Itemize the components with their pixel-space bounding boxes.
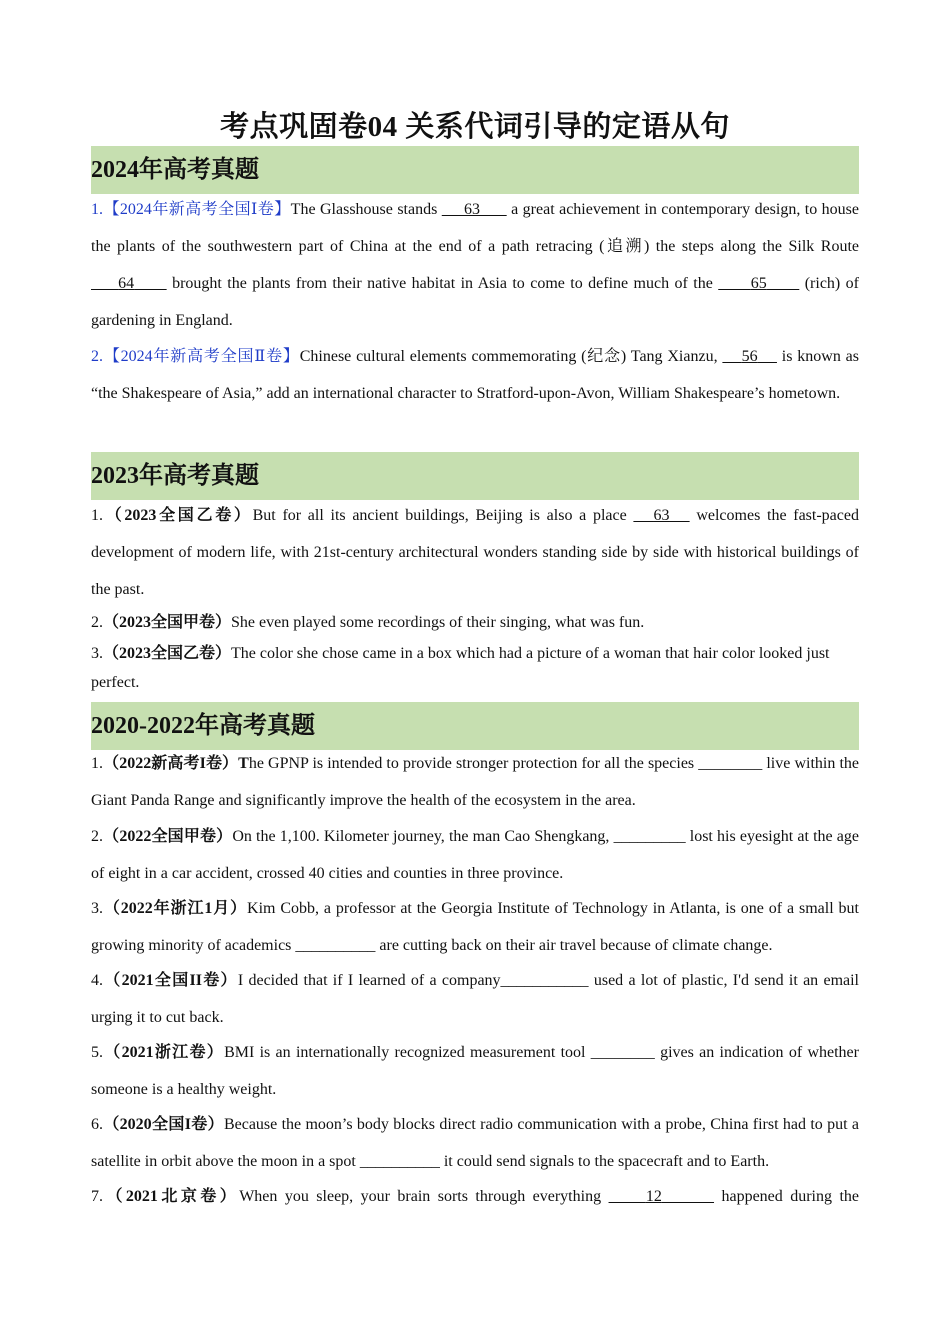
question-number: 2. bbox=[91, 348, 103, 365]
question-2021-5: 5.（2021浙江卷）BMI is an internationally recognized measurement tool ________ gives an indication of whether someone is a healthy weight. bbox=[91, 1044, 859, 1098]
question-2023-3: 3.（2023全国乙卷）The color she chose came in a box which had a picture of a woman that hair color looked just perfect. bbox=[91, 645, 830, 691]
question-source: （2022全国甲卷） bbox=[103, 828, 233, 845]
question-source: （2023全国乙卷） bbox=[103, 645, 232, 662]
question-number: 3. bbox=[91, 645, 103, 662]
question-2022-3: 3.（2022年浙江1月）Kim Cobb, a professor at the Georgia Institute of Technology in Atlanta, is one of a small but growing minority of academics __________ are cutting back on their air travel because of climate change. bbox=[91, 900, 859, 954]
blank-64: 64 bbox=[118, 275, 135, 292]
question-source: （2023全国甲卷） bbox=[103, 614, 232, 631]
question-2022-2: 2.（2022全国甲卷）On the 1,100. Kilometer journey, the man Cao Shengkang, _________ lost his eyesight at the age of eight in a car accident, crossed 40 cities and counties in three province. bbox=[91, 828, 859, 882]
question-number: 6. bbox=[91, 1116, 103, 1133]
blank-12: 12 bbox=[645, 1188, 662, 1205]
question-2020-6: 6.（2020全国I卷）Because the moon’s body blocks direct radio communication with a probe, China first had to put a satellite in orbit above the moon in a spot __________ it could send signals to the spacecraft and to Earth. bbox=[91, 1116, 859, 1170]
question-number: 5. bbox=[91, 1044, 103, 1061]
question-2024-1: 1.【2024年新高考全国Ⅰ卷】The Glasshouse stands 63 a great achievement in contemporary design, to house the plants of the southwestern part of China at the end of a path retracing (追溯) the steps along the Silk Route 64 brought the plants from their native habitat in Asia to come to define much of the 65 (rich) of gardening in England. bbox=[91, 201, 859, 329]
question-2024-2: 2.【2024年新高考全国Ⅱ卷】Chinese cultural elements commemorating (纪念) Tang Xianzu, 56 is known as “the Shakespeare of Asia,” add an international character to Stratford-upon-Avon, William Shakespeare’s hometown. bbox=[91, 348, 859, 402]
page-title: 考点巩固卷04 关系代词引导的定语从句 bbox=[220, 111, 730, 143]
section-heading-2024: 2024年高考真题 bbox=[91, 146, 859, 194]
question-source: （2022年浙江1月） bbox=[103, 900, 248, 917]
question-source: （2023全国乙卷） bbox=[103, 507, 253, 524]
question-number: 2. bbox=[91, 828, 103, 845]
question-source: （2021北京卷） bbox=[103, 1188, 240, 1205]
blank-65: 65 bbox=[750, 275, 767, 292]
blank-63: 63 bbox=[653, 507, 670, 524]
question-source: （2021全国II卷） bbox=[103, 972, 238, 989]
question-number: 1. bbox=[91, 201, 103, 218]
question-source: 【2024年新高考全国Ⅱ卷】 bbox=[103, 348, 300, 365]
question-source: 【2024年新高考全国Ⅰ卷】 bbox=[103, 201, 291, 218]
question-number: 1. bbox=[91, 755, 103, 772]
question-2021-7: 7.（2021北京卷）When you sleep, your brain sorts through everything 12 happened during the bbox=[91, 1188, 860, 1205]
question-number: 2. bbox=[91, 614, 103, 631]
blank-56: 56 bbox=[741, 348, 758, 365]
section-heading-2023: 2023年高考真题 bbox=[91, 452, 859, 500]
question-2023-1: 1.（2023全国乙卷）But for all its ancient buildings, Beijing is also a place 63 welcomes the fast-paced development of modern life, with 21st-century architectural wonders standing side by side with historical buildings of the past. bbox=[91, 507, 859, 598]
question-2021-4: 4.（2021全国II卷）I decided that if I learned of a company___________ used a lot of plastic, I'd send it an email urging it to cut back. bbox=[91, 972, 859, 1026]
blank-63: 63 bbox=[464, 201, 480, 218]
question-source: （2021浙江卷） bbox=[103, 1044, 225, 1061]
question-number: 4. bbox=[91, 972, 103, 989]
question-source: （2022新高考I卷） bbox=[103, 755, 239, 772]
question-number: 1. bbox=[91, 507, 103, 524]
section-heading-2020-2022: 2020-2022年高考真题 bbox=[91, 702, 859, 750]
question-2023-2: 2.（2023全国甲卷）She even played some recordings of their singing, what was fun. bbox=[91, 614, 645, 631]
question-number: 3. bbox=[91, 900, 103, 917]
question-number: 7. bbox=[91, 1188, 103, 1205]
question-2022-1: 1.（2022新高考I卷）The GPNP is intended to provide stronger protection for all the species ________ live within the Giant Panda Range and significantly improve the health of the ecosystem in the area. bbox=[91, 755, 859, 809]
question-source: （2020全国I卷） bbox=[103, 1116, 224, 1133]
